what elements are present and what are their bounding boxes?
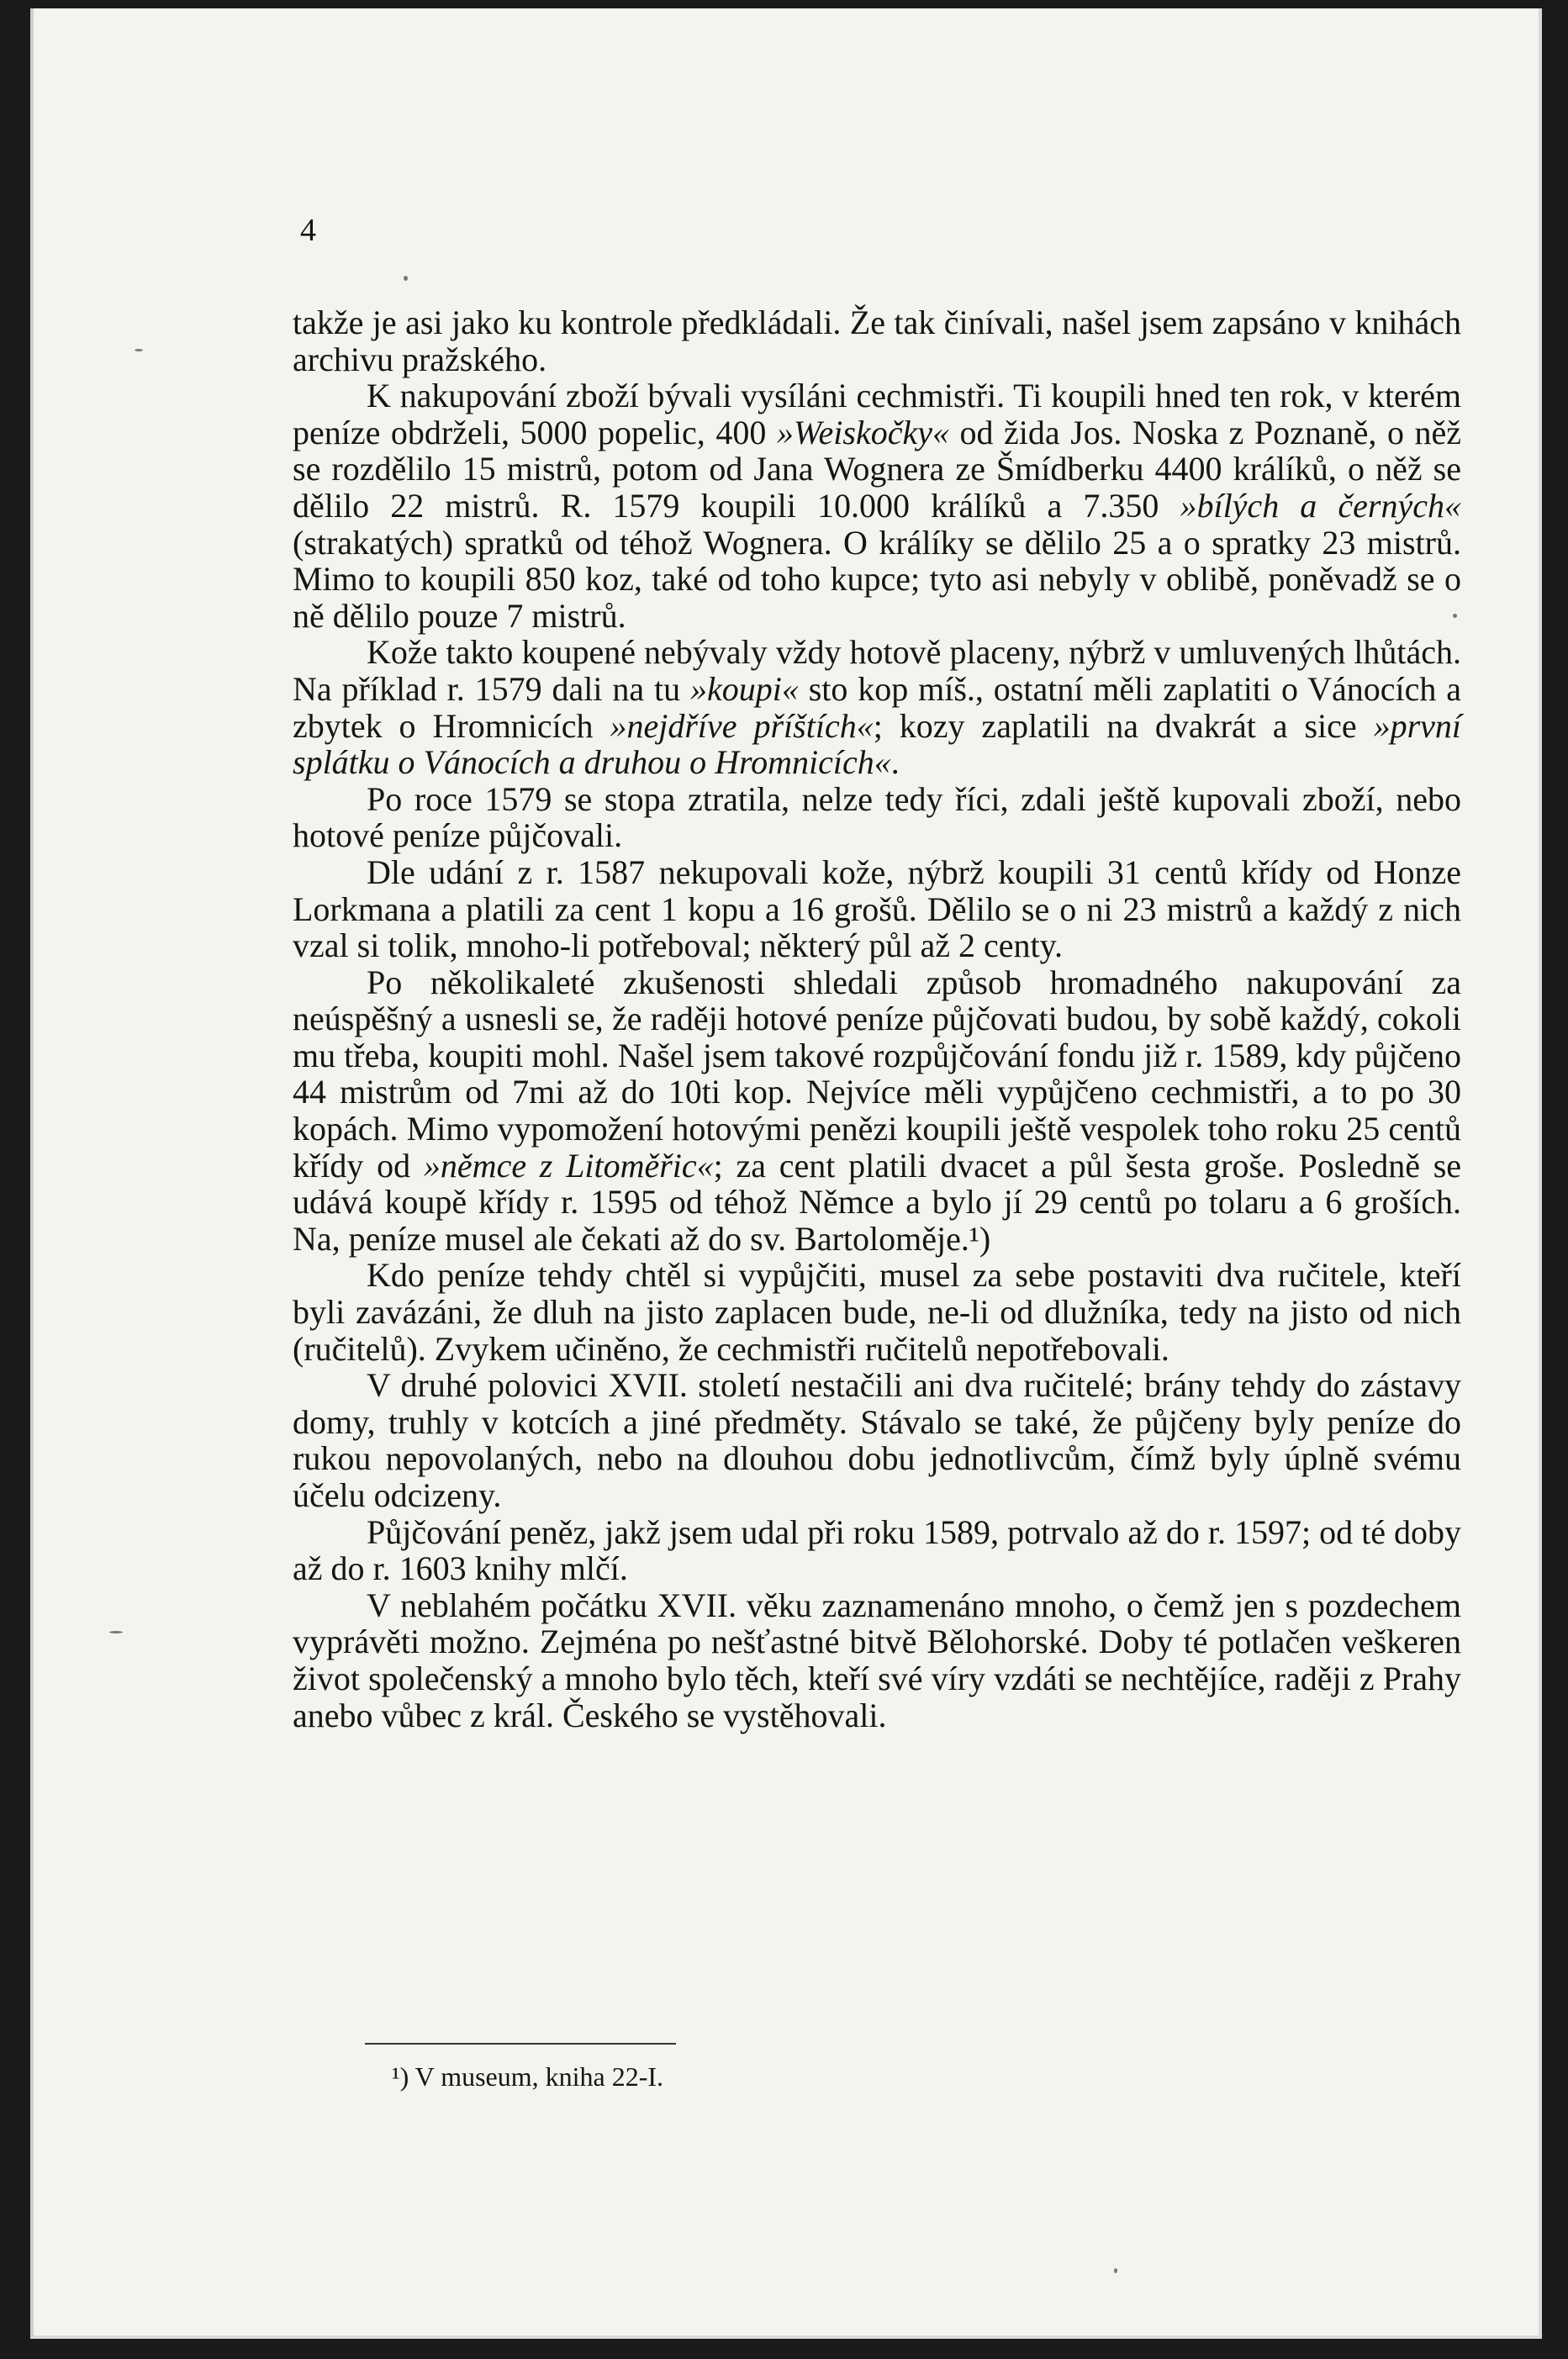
print-speck <box>1453 614 1457 618</box>
text-run: takže je asi jako ku kontrole předkládali. Že tak činívali, našel jsem zapsáno v knihách archivu pražského. <box>293 303 1461 378</box>
book-page <box>30 8 1542 2339</box>
page-number: 4 <box>300 213 316 248</box>
text-run: Kože takto koupené nebývaly vždy hotově placeny, nýbrž v umluvených lhůtách. Na příklad r. 1579 dali na tu <box>293 633 1461 708</box>
paragraph <box>293 634 1461 780</box>
text-run: V druhé polovici XVII. století nestačili ani dva ručitelé; brány tehdy do zástavy domy, truhly v kotcích a jiné předměty. Stávalo se také, že půjčeny byly peníze do rukou nepovolaných, nebo na dlouhou dobu jednotlivcům, čímž byly úplně svému účelu odcizeny. <box>293 1366 1461 1514</box>
text-run: Po několikaleté zkušenosti shledali způsob hromadného nakupování za neúspěšný a usnesli se, že raději hotové peníze půjčovati budou, by sobě každý, cokoli mu třeba, koupiti mohl. Našel jsem takové rozpůjčování fondu již r. 1589, kdy půjčeno 44 mistrům od 7mi až do 10ti kop. Nejvíce měli vypůjčeno cechmistři, a to po 30 kopách. Mimo vypomožení hotovými penězi koupili ještě vespolek toho roku 25 centů křídy od <box>293 963 1461 1185</box>
text-run: K nakupování zboží bývali vysíláni cechmistři. Ti koupili hned ten rok, v kterém peníze obdrželi, 5000 popelic, 400 <box>293 377 1461 451</box>
text-run: ; kozy zaplatili na dvakrát a sice <box>873 706 1374 745</box>
italic-phrase: »koupi« <box>689 669 799 708</box>
text-run: od žida Jos. Noska z Poznaně, o něž se rozdělilo 15 mistrů, potom od Jana Wognera ze Šmídberku 4400 králíků, o něž se dělilo 22 mistrů. R. 1579 koupili 10.000 králíků a 7.350 <box>293 413 1461 525</box>
print-speck <box>135 349 143 351</box>
paragraph <box>293 1587 1461 1734</box>
text-run: Kdo peníze tehdy chtěl si vypůjčiti, musel za sebe postaviti dva ručitele, kteří byli zavázáni, že dluh na jisto zaplacen bude, ne-li od dlužníka, tedy na jisto od nich (ručitelů). Zvykem učiněno, že cechmistři ručitelů nepotřebovali. <box>293 1256 1461 1368</box>
italic-phrase: »první splátku o Vánocích a druhou o Hromnicích« <box>293 706 1461 782</box>
paragraph <box>293 781 1461 854</box>
paragraph <box>293 1367 1461 1513</box>
text-run: Půjčování peněz, jakž jsem udal při roku 1589, potrvalo až do r. 1597; od té doby až do r. 1603 knihy mlčí. <box>293 1512 1461 1588</box>
italic-phrase: »němce z Litoměřic« <box>423 1146 714 1185</box>
print-speck <box>1114 2268 1117 2273</box>
text-run: V neblahém počátku XVII. věku zaznamenáno mnoho, o čemž jen s pozdechem vyprávěti možno. Zejména po nešťastné bitvě Bělohorské. Doby té potlačen veškeren život společenský a mnoho bylo těch, kteří své víry vzdáti se nechtějíce, raději z Prahy anebo vůbec z král. Českého se vystěhovali. <box>293 1586 1461 1734</box>
text-run: ; za cent platili dvacet a půl šesta groše. Posledně se udává koupě křídy r. 1595 od téhož Němce a bylo jí 29 centů po tolaru a 6 groších. Na, peníze musel ale čekati až do sv. Bartoloměje.¹) <box>293 1146 1462 1258</box>
print-speck <box>109 1631 123 1633</box>
paragraph <box>293 1514 1461 1587</box>
footnote: ¹) V museum, kniha 22-I. <box>392 2061 664 2092</box>
paragraph <box>293 1257 1461 1367</box>
paragraph <box>293 964 1461 1258</box>
footnote-rule <box>365 2043 676 2045</box>
text-run: . <box>890 743 900 782</box>
body-text <box>293 304 1461 1734</box>
italic-phrase: »nejdříve příštích« <box>610 706 874 745</box>
text-run: sto kop míš., ostatní měli zaplatiti o Vánocích a zbytek o Hromnicích <box>293 669 1461 745</box>
print-speck <box>404 276 408 281</box>
italic-phrase: »bílých a černých« <box>1180 486 1461 525</box>
paragraph <box>293 304 1461 377</box>
text-run: Po roce 1579 se stopa ztratila, nelze tedy říci, zdali ještě kupovali zboží, nebo hotové peníze půjčovali. <box>293 779 1461 855</box>
paragraph <box>293 854 1461 964</box>
text-run: (strakatých) spratků od téhož Wognera. O králíky se dělilo 25 a o spratky 23 mistrů. Mimo to koupili 850 koz, také od toho kupce; tyto asi nebyly v oblibě, poněvadž se o ně dělilo pouze 7 mistrů. <box>293 523 1461 635</box>
paragraph <box>293 377 1461 634</box>
text-run: Dle udání z r. 1587 nekupovali kože, nýbrž koupili 31 centů křídy od Honze Lorkmana a platili za cent 1 kopu a 16 grošů. Dělilo se o ni 23 mistrů a každý z nich vzal si tolik, mnoho-li potřeboval; některý půl až 2 centy. <box>293 852 1461 965</box>
italic-phrase: »Weiskočky« <box>776 413 949 451</box>
